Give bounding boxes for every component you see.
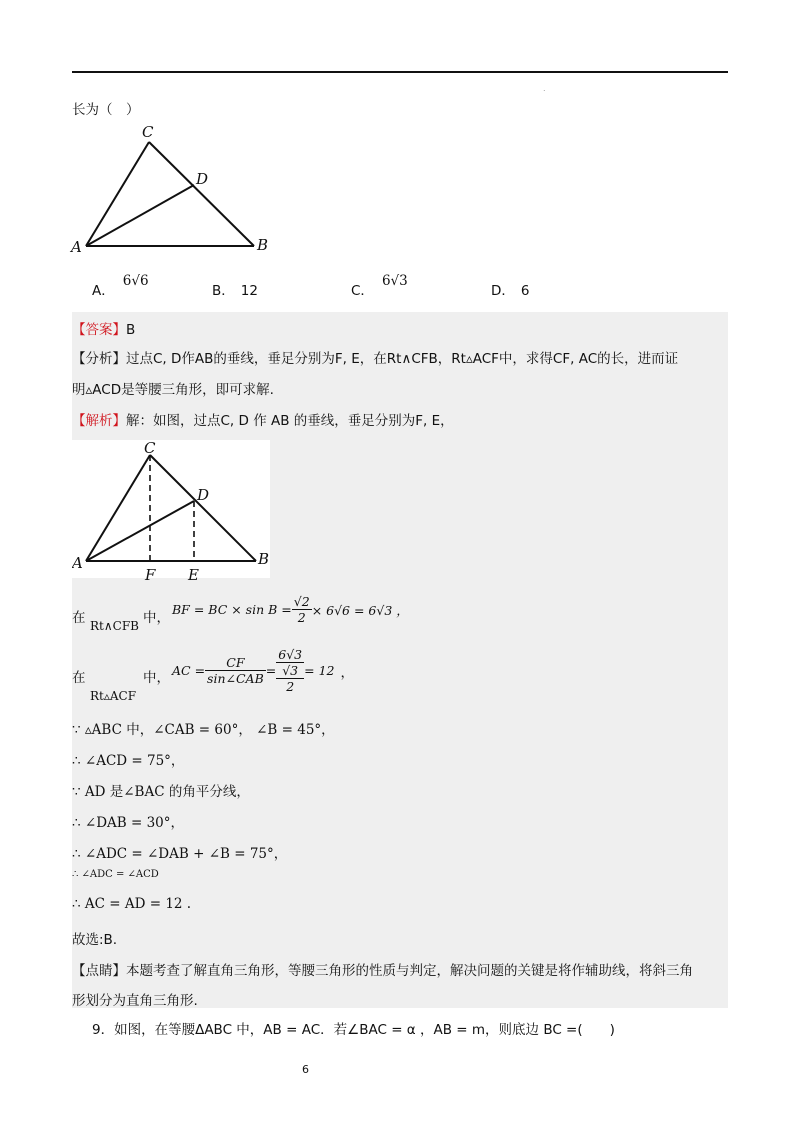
figure2-label-e: E bbox=[188, 566, 199, 584]
step-line-7: ∴ AC = AD = 12 . bbox=[72, 896, 192, 912]
step2-triangle: Rt▵ACF bbox=[90, 689, 137, 703]
step1-equation: BF = BC × sin B = $\frac{√2}{2}$ × 6√6 = 6√3 ， bbox=[172, 594, 409, 625]
figure2-label-f: F bbox=[145, 566, 156, 584]
option-d: D． 6 bbox=[491, 283, 530, 299]
option-a: A．6√6 bbox=[92, 273, 149, 299]
triangle-figure-1 bbox=[68, 122, 288, 262]
comment-line-1: 【点睛】本题考查了解直角三角形，等腰三角形的性质与判定，解决问题的关键是将作辅助线，将斜三角 bbox=[72, 963, 693, 979]
figure1-label-d: D bbox=[196, 170, 209, 188]
step2-mid: 中， bbox=[143, 670, 170, 686]
step-line-4: ∴ ∠DAB = 30°， bbox=[72, 815, 185, 831]
figure2-label-b: B bbox=[258, 550, 270, 568]
step1-mid: 中， bbox=[143, 610, 170, 626]
step-line-6: ∴ ∠ADC = ∠ACD bbox=[72, 869, 159, 880]
figure2-label-c: C bbox=[144, 440, 156, 457]
conclusion-line: 故选:B. bbox=[72, 932, 118, 948]
step2-prefix: 在 bbox=[72, 670, 86, 686]
option-c: C．6√3 bbox=[351, 273, 408, 299]
comment-line-2: 形划分为直角三角形. bbox=[72, 993, 198, 1009]
step-line-2: ∴ ∠ACD = 75°， bbox=[72, 753, 185, 769]
figure2-label-a: A bbox=[72, 554, 83, 572]
page-number: 6 bbox=[302, 1063, 309, 1076]
triangle-figure-2 bbox=[72, 440, 272, 585]
figure1-label-b: B bbox=[257, 236, 269, 254]
intro-text: 长为（ ） bbox=[72, 102, 140, 118]
solution-line-1: 【解析】解：如图，过点C, D 作 AB 的垂线，垂足分别为F, E， bbox=[72, 413, 454, 429]
analysis-line-1: 【分析】过点C, D作AB的垂线，垂足分别为F, E，在Rt∧CFB，Rt▵ACF中，求得CF, AC的长，进而证 bbox=[72, 351, 679, 367]
step-line-5: ∴ ∠ADC = ∠DAB + ∠B = 75°， bbox=[72, 846, 288, 862]
header-mark: . bbox=[543, 84, 546, 93]
step2-equation: AC = $\frac{CF}{\text{sin∠CAB}}$ = 6√3 √3 2 = 12 ， bbox=[172, 647, 354, 694]
step1-prefix: 在 bbox=[72, 610, 86, 626]
next-question: 9．如图，在等腰ΔABC 中，AB = AC．若∠BAC = α ，AB = m，则底边 BC =( ) bbox=[92, 1022, 615, 1038]
step-line-3: ∵ AD 是∠BAC 的角平分线， bbox=[72, 784, 250, 800]
figure1-label-a: A bbox=[71, 238, 82, 256]
option-b: B． 12 bbox=[212, 283, 258, 299]
figure1-label-c: C bbox=[142, 123, 154, 141]
answer-line: 【答案】B bbox=[72, 322, 136, 338]
header-rule bbox=[72, 71, 728, 73]
figure2-label-d: D bbox=[197, 486, 210, 504]
step-line-1: ∵ ▵ABC 中，∠CAB = 60°， ∠B = 45°， bbox=[72, 722, 335, 738]
analysis-line-2: 明▵ACD是等腰三角形，即可求解. bbox=[72, 382, 274, 398]
step1-triangle: Rt∧CFB bbox=[90, 619, 139, 633]
